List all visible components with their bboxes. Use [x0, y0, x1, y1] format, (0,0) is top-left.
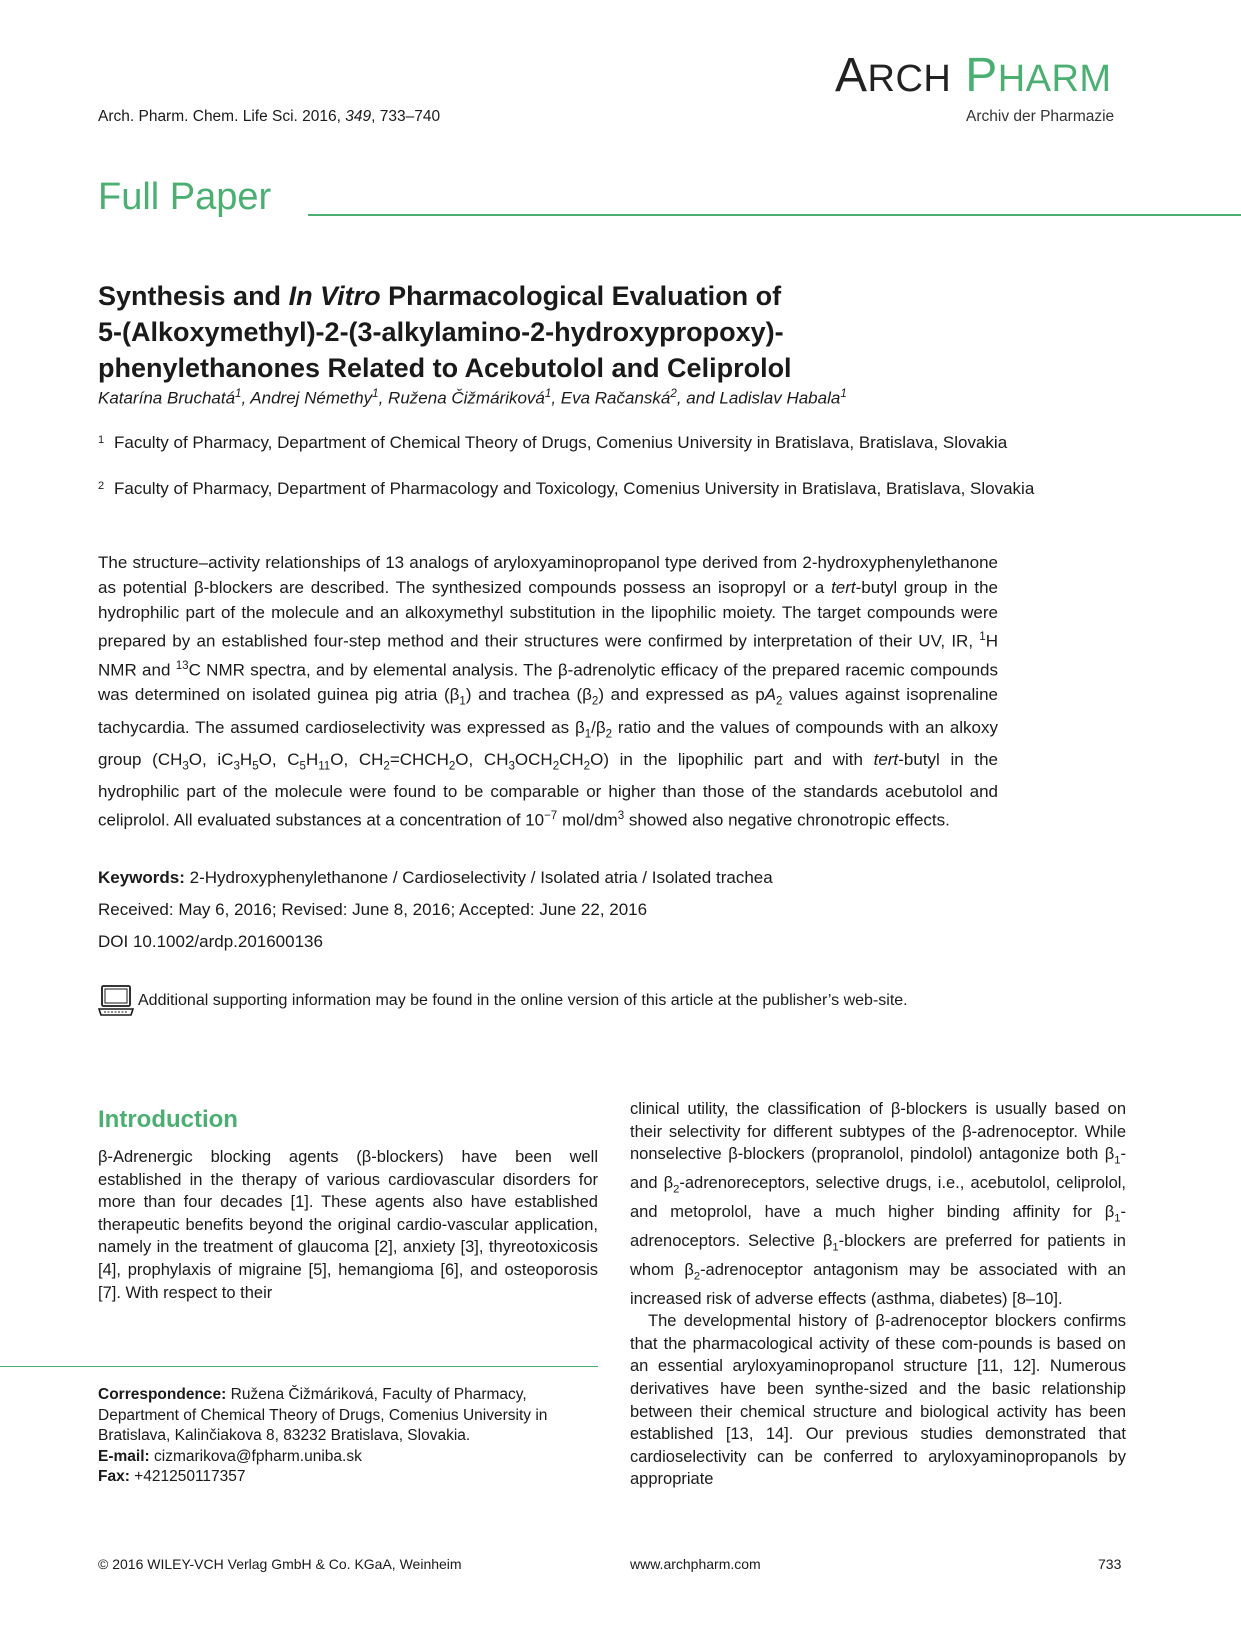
journal-logo: ARCH PHARM — [835, 49, 1112, 102]
article-doi[interactable]: DOI 10.1002/ardp.201600136 — [98, 932, 323, 951]
section-label: Full Paper — [98, 176, 272, 218]
correspondence-rule — [0, 1366, 598, 1367]
paper-title: Synthesis and In Vitro Pharmacological Evaluation of 5-(Alkoxymethyl)-2-(3-alkylamino-2-hydroxypropoxy)- phenylethanones Related to Acebutolol and Celiprolol — [98, 281, 792, 383]
footer-website[interactable]: www.archpharm.com — [630, 1556, 761, 1572]
intro-heading: Introduction — [98, 1106, 238, 1133]
affiliation-2: 2 Faculty of Pharmacy, Department of Pharmacology and Toxicology, Comenius University in Bratislava, Bratislava, Slovakia — [98, 479, 1035, 498]
intro-right-column: clinical utility, the classification of β-blockers is usually based on their selectivity for different subtypes of the β-adrenoceptor. While nonselective β-blockers (propranolol, pindolol) antagonize both $\beta_1-$ and $\beta_2$-adrenoreceptors, selective drugs, i.e., acebutolol, celiprolol, and metoprolol, have a much higher binding affinity for $\beta_1$-adrenoceptors. Selective $\beta_1$-blockers are preferred for patients in whom $\beta_2$-adrenoceptor antagonism may be associated with an increased risk of adverse effects (asthma, diabetes) [8–10]. The developmental history of β-adrenoceptor blockers confirms that the pharmacological activity of these com-pounds is based on an essential aryloxyaminopropanol structure [11, 12]. Numerous derivatives have been synthe-sized and the basic relationship between their chemical structure and biological activity has been established [13, 14]. Our previous studies demonstrated that cardioselectivity can be conferred to aryloxyaminopropanols by appropriate — [630, 1100, 1127, 1489]
keywords: Keywords: 2-Hydroxyphenylethanone / Cardioselectivity / Isolated atria / Isolated trachea — [98, 868, 773, 887]
email-link[interactable]: cizmarikova@fpharm.uniba.sk — [149, 1447, 362, 1465]
supporting-info-note: Additional supporting information may be found in the online version of this article at the publisher’s web-site. — [98, 984, 908, 1018]
page-number: 733 — [1098, 1556, 1122, 1572]
section-rule — [308, 214, 1241, 216]
article-dates: Received: May 6, 2016; Revised: June 8, 2016; Accepted: June 22, 2016 — [98, 900, 648, 919]
affiliation-1: 1 Faculty of Pharmacy, Department of Chemical Theory of Drugs, Comenius University in Bratislava, Bratislava, Slovakia — [98, 433, 1008, 452]
footer-copyright: © 2016 WILEY-VCH Verlag GmbH & Co. KGaA, Weinheim — [98, 1556, 462, 1572]
correspondence-box: Correspondence: Ružena Čižmáriková, Faculty of Pharmacy, Department of Chemical Theory of Drugs, Comenius University in Bratislava, Kalinčiakova 8, 83232 Bratislava, Slovakia. E-mail: cizmarikova@fpharm.uniba.sk Fax: +421250117357 — [98, 1386, 548, 1485]
journal-reference: Arch. Pharm. Chem. Life Sci. 2016, 349, 733–740 — [98, 108, 441, 125]
intro-left-column: β-Adrenergic blocking agents (β-blockers) have been well established in the therapy of various cardiovascular disorders for more than four decades [1]. These agents also have established therapeutic benefits beyond the original cardio-vascular application, namely in the treatment of glaucoma [2], anxiety [3], thyreotoxicosis [4], prophylaxis of migraine [5], hemangioma [6], and osteoporosis [7]. With respect to their — [98, 1148, 598, 1302]
journal-logo-subtitle: Archiv der Pharmazie — [966, 108, 1115, 125]
laptop-icon — [98, 984, 134, 1018]
abstract: The structure–activity relationships of 13 analogs of aryloxyaminopropanol type derived from 2-hydroxyphenylethanone as potential β-blockers are described. The synthesized compounds possess an isopropyl or a tert-butyl group in the hydrophilic part of the molecule and an alkoxymethyl substitution in the lipophilic moiety. The target compounds were prepared by an established four-step method and their structures were confirmed by interpretation of their UV, IR, $^1$H NMR and $^{13}$C NMR spectra, and by elemental analysis. The β-adrenolytic efficacy of the prepared racemic compounds was determined on isolated guinea pig atria $(\beta_1)$ and trachea $(\beta_2)$ and expressed as $pA_2$ values against isoprenaline tachycardia. The assumed cardioselectivity was expressed as $\beta_1/\beta_2$ ratio and the values of compounds with an alkoxy group ($CH_3O$, $iC_3H_5O$, $C_5H_{11}O$, $CH_2=CHCH_2O$, $CH_3OCH_2CH_2O$) in the lipophilic part and with tert-butyl in the hydrophilic part of the molecule were found to be comparable or higher than those of the standards acebutolol and celiprolol. All evaluated substances at a concentration of $10^{-7}$ mol/$dm^3$ showed also negative chronotropic effects. — [98, 553, 999, 831]
author-list: Katarína Bruchatá$^1$, Andrej Némethy$^1$, Ružena Čižmáriková$^1$, Eva Račanská$^2$, and Ladislav Habala$^1$ — [98, 388, 847, 408]
